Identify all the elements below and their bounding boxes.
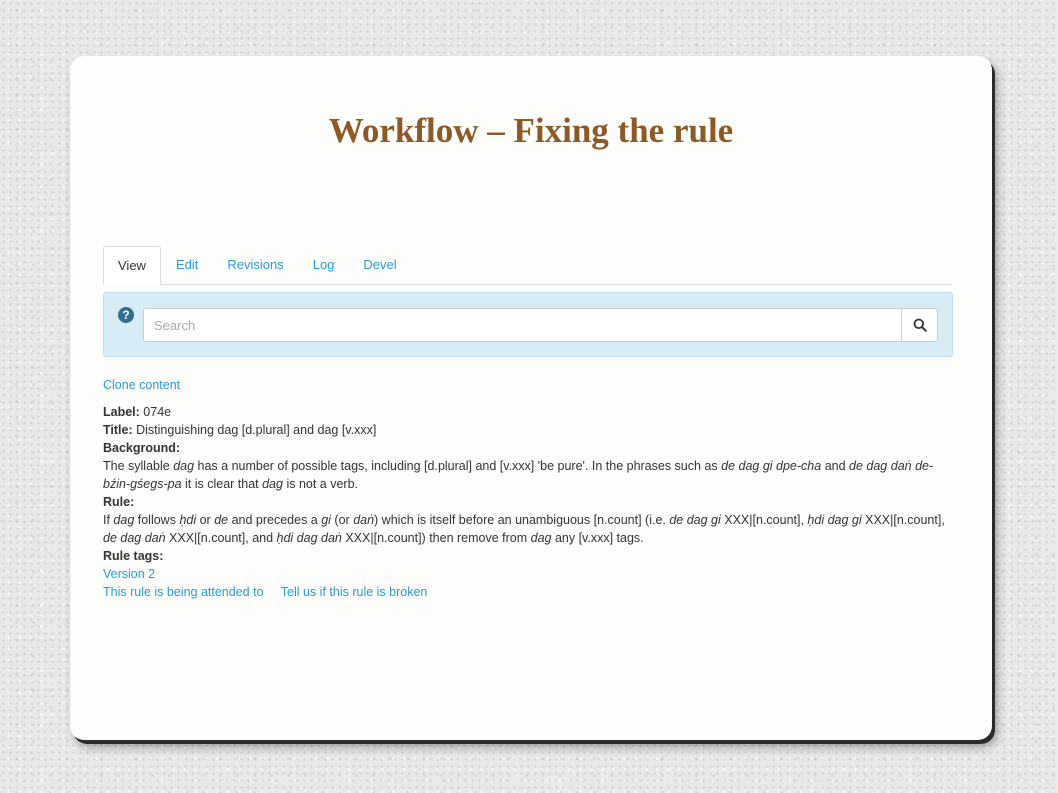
- attended-link[interactable]: This rule is being attended to: [103, 585, 264, 599]
- tab-revisions[interactable]: Revisions: [227, 257, 284, 272]
- rule-heading: Rule:: [103, 495, 135, 509]
- version-link[interactable]: Version 2: [103, 567, 156, 581]
- label-value: 074e: [143, 405, 172, 419]
- tab-edit[interactable]: Edit: [175, 257, 199, 272]
- rule-tags-heading: Rule tags:: [103, 549, 164, 563]
- tab-bar: [103, 246, 952, 285]
- slide-title: Workflow – Fixing the rule: [328, 111, 734, 150]
- magnifier-icon: [913, 318, 927, 332]
- label-line: [103, 403, 953, 421]
- rule-text: If dag follows ḥdi or de and precedes a gi (or daṅ) which is itself before an unambiguous [n.count] (i.e. de dag gi XXX|[n.count], ḥdi dag gi XXX|[n.count], de dag daṅ XXX|[n.count], and ḥdi dag daṅ XXX|[n.count]) then remove from dag any [v.xxx] tags.: [103, 513, 945, 545]
- search-input[interactable]: [143, 308, 910, 342]
- question-circle-icon[interactable]: ?: [118, 307, 134, 323]
- slide: [70, 56, 992, 740]
- tab-log[interactable]: Log: [312, 257, 335, 272]
- report-broken-link[interactable]: Tell us if this rule is broken: [280, 585, 428, 599]
- search-button[interactable]: [901, 308, 938, 342]
- title-key: Title:: [103, 423, 133, 437]
- rule-status-links: [103, 583, 953, 601]
- title-line: [103, 421, 953, 439]
- background-heading: Background:: [103, 441, 181, 455]
- label-key: Label:: [103, 405, 140, 419]
- tab-view[interactable]: View: [103, 246, 161, 285]
- clone-content-link[interactable]: Clone content: [103, 378, 181, 392]
- title-value: Distinguishing dag [d.plural] and dag [v.xxx]: [136, 423, 377, 437]
- search-panel: [103, 292, 953, 357]
- background-text: The syllable dag has a number of possible tags, including [d.plural] and [v.xxx] 'be pure'. In the phrases such as de dag gi dpe-cha and de dag daṅ de-bźin-gśegs-pa it is clear that dag is not a verb.: [103, 459, 934, 491]
- rule-content: [103, 376, 953, 601]
- tab-devel[interactable]: Devel: [363, 257, 397, 272]
